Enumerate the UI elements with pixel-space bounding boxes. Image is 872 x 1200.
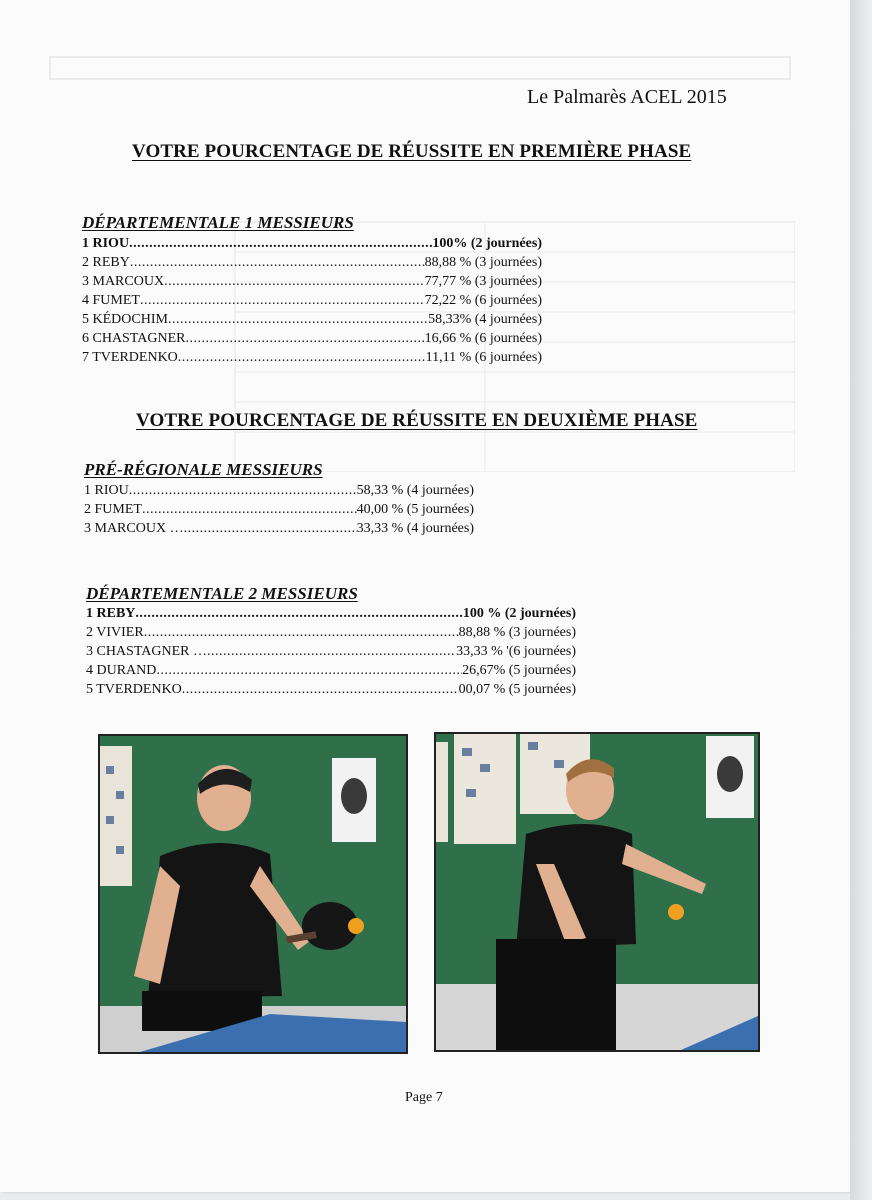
player-name: 1 RIOU [84, 483, 129, 498]
player-name: 4 DURAND [86, 663, 157, 678]
leader-dots [129, 481, 357, 500]
player-percentage: 00,07 % (5 journées) [458, 682, 576, 697]
ranking-row [86, 680, 576, 699]
ranking-row [82, 291, 542, 310]
page-number: Page 7 [405, 1090, 443, 1105]
player-percentage: 16,66 % (6 journées) [424, 331, 542, 346]
player-percentage: 58,33% (4 journées) [428, 312, 542, 327]
player-percentage: 40,00 % (5 journées) [356, 502, 474, 517]
page-edge [850, 0, 872, 1200]
leader-dots [178, 348, 426, 367]
leader-dots [182, 680, 459, 699]
leader-dots [184, 519, 357, 538]
leader-dots [135, 604, 462, 623]
player-percentage: 58,33 % (4 journées) [356, 483, 474, 498]
ranking-row [82, 234, 542, 253]
photo-player-forehand [98, 734, 408, 1054]
ranking-row [82, 329, 542, 348]
player-name: 4 FUMET [82, 293, 140, 308]
document-header-title: Le Palmarès ACEL 2015 [527, 86, 727, 108]
section-pre-regionale-title: PRÉ-RÉGIONALE MESSIEURS [84, 460, 323, 479]
leader-dots [144, 623, 459, 642]
departementale-1-list [82, 234, 542, 367]
leader-dots [129, 234, 432, 253]
player-percentage: 72,22 % (6 journées) [424, 293, 542, 308]
leader-dots [140, 291, 425, 310]
player-name: 6 CHASTAGNER [82, 331, 186, 346]
player-name: 7 TVERDENKO [82, 350, 178, 365]
player-name: 3 MARCOUX [82, 274, 165, 289]
ranking-row [84, 519, 474, 538]
player-name: 3 MARCOUX … [84, 521, 184, 536]
player-percentage: 26,67% (5 journées) [462, 663, 576, 678]
ranking-row [86, 642, 576, 661]
player-name: 5 KÉDOCHIM [82, 312, 168, 327]
ranking-row [82, 272, 542, 291]
ranking-row [84, 481, 474, 500]
player-name: 5 TVERDENKO [86, 682, 182, 697]
leader-dots [207, 642, 456, 661]
leader-dots [164, 272, 425, 291]
ranking-row [82, 253, 542, 272]
ranking-row [82, 348, 542, 367]
player-name: 1 REBY [86, 606, 136, 621]
ranking-row [84, 500, 474, 519]
player-name: 2 REBY [82, 255, 130, 270]
ranking-row [86, 661, 576, 680]
phase2-title: VOTRE POURCENTAGE DE RÉUSSITE EN DEUXIÈME PHASE [136, 410, 698, 431]
ranking-row [82, 310, 542, 329]
player-percentage: 100 % (2 journées) [462, 606, 576, 621]
player-percentage: 33,33 % '(6 journées) [456, 644, 576, 659]
pre-regionale-list [84, 481, 474, 538]
player-percentage: 33,33 % (4 journées) [356, 521, 474, 536]
ranking-row [86, 623, 576, 642]
departementale-2-list [86, 604, 576, 699]
leader-dots [168, 310, 428, 329]
player-percentage: 88,88 % (3 journées) [424, 255, 542, 270]
player-percentage: 100% (2 journées) [432, 236, 542, 251]
player-percentage: 88,88 % (3 journées) [458, 625, 576, 640]
ranking-row [86, 604, 576, 623]
phase1-title: VOTRE POURCENTAGE DE RÉUSSITE EN PREMIÈRE PHASE [132, 141, 692, 162]
leader-dots [130, 253, 425, 272]
player-percentage: 11,11 % (6 journées) [425, 350, 542, 365]
player-name: 2 VIVIER [86, 625, 144, 640]
section-departementale-2-title: DÉPARTEMENTALE 2 MESSIEURS [86, 584, 358, 603]
leader-dots [156, 661, 462, 680]
player-name: 1 RIOU [82, 236, 130, 251]
leader-dots [186, 329, 425, 348]
leader-dots [142, 500, 357, 519]
player-name: 2 FUMET [84, 502, 142, 517]
player-name: 3 CHASTAGNER … [86, 644, 207, 659]
player-percentage: 77,77 % (3 journées) [424, 274, 542, 289]
section-departementale-1-title: DÉPARTEMENTALE 1 MESSIEURS [82, 213, 354, 232]
photo-player-backhand [434, 732, 760, 1052]
